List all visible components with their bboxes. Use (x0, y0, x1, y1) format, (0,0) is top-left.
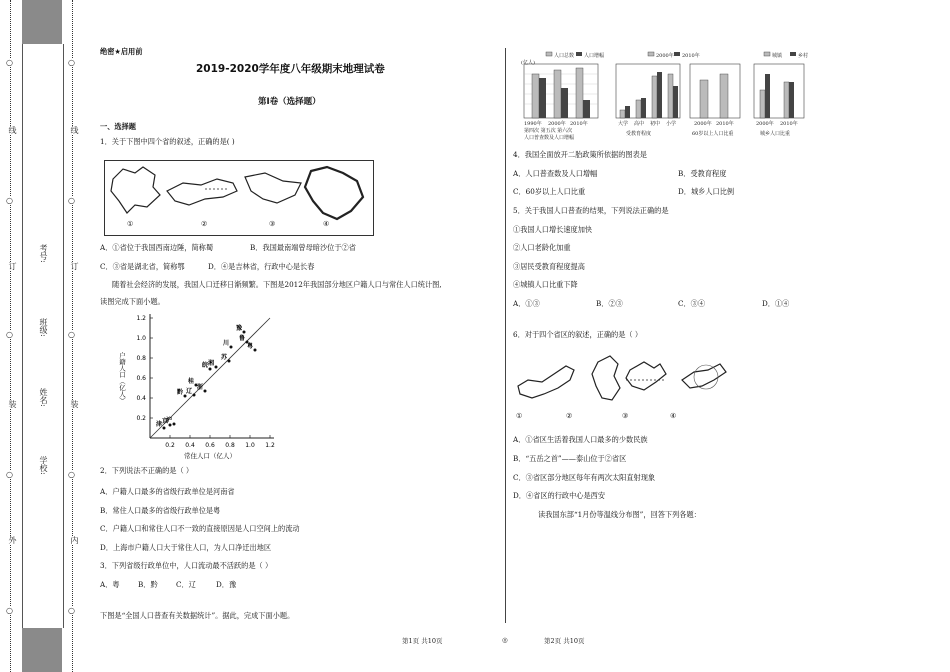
c3-x-2000: 2000年 (694, 121, 712, 127)
binding-label-2: 订 (8, 262, 17, 270)
data-point-label: 浙 (197, 384, 204, 391)
y-tick-label: 1.0 (136, 335, 146, 342)
binding-label-4: 外 (8, 536, 17, 544)
q5-item-2: ②人口老龄化加重 (513, 243, 571, 252)
secret-mark: 绝密★启用前 (100, 47, 143, 56)
intro-text-1: 随着社会经济的发展，我国人口迁移日渐频繁。下图是2012年我国部分地区户籍人口与常住人口统计图, (112, 280, 442, 289)
q5-option-b: B．②③ (596, 299, 623, 308)
c1-unit: (亿人) (521, 60, 535, 66)
inner-label-3: 装 (70, 400, 79, 408)
q6-option-b: B．“五岳之首”——泰山位于②省区 (513, 454, 627, 463)
q3-option-a: A．粤 (100, 580, 120, 589)
data-point-label: 沪 (166, 417, 173, 424)
q5-option-d: D．①④ (762, 299, 790, 308)
data-point (193, 394, 196, 397)
population-scatter-chart (112, 312, 282, 462)
q3-option-b: B．黔 (138, 580, 158, 589)
footer-page-right: 第2页 共10页 (544, 637, 585, 645)
q1-map-label-4: ④ (323, 219, 330, 228)
q3-option-d: D．豫 (216, 580, 237, 589)
y-axis-label: 户籍人口（亿人） (118, 352, 126, 404)
x-tick-label: 0.6 (205, 442, 215, 449)
data-point (173, 423, 176, 426)
data-point (230, 346, 233, 349)
q5-option-c: C．③④ (678, 299, 706, 308)
grey-block-bottom (22, 628, 62, 672)
binding-circle: ○ (6, 196, 13, 205)
q6-map-label-4: ④ (670, 411, 677, 420)
inner-circle: ○ (68, 58, 75, 67)
c2-x-middle: 初中 (650, 121, 661, 127)
y-tick-label: 0.2 (136, 415, 146, 422)
c1-x-2000: 2000年 (548, 121, 566, 127)
binding-label-1: 线 (8, 126, 17, 134)
column-divider (505, 48, 506, 623)
q5-option-a: A．①③ (513, 299, 540, 308)
q2-option-d: D．上海市户籍人口大于常住人口，为人口净迁出地区 (100, 543, 272, 552)
volume-title: 第I卷（选择题） (258, 97, 321, 107)
c4-legend-1: 城镇 (772, 53, 783, 59)
x-tick-label: 0.2 (165, 442, 175, 449)
intro-text-census: 下图是“全国人口普查有关数据统计”。据此，完成下面小题。 (100, 611, 295, 620)
data-point-label: 粤 (247, 343, 254, 350)
page-title: 2019-2020学年度八年级期末地理试卷 (196, 63, 385, 75)
field-class: 班级: (39, 318, 48, 337)
data-point-label: 辽 (186, 388, 193, 395)
data-point-label: 京 (162, 418, 169, 425)
footer-page-left: 第1页 共10页 (402, 637, 443, 645)
y-tick-label: 0.6 (136, 375, 146, 382)
inner-circle: ○ (68, 606, 75, 615)
q1-province-maps (104, 160, 374, 236)
q6-option-c: C．③省区部分地区每年有两次太阳直射现象 (513, 473, 656, 482)
x-tick-label: 1.2 (265, 442, 275, 449)
q6-option-a: A．①省区生活着我国人口最多的少数民族 (513, 435, 648, 444)
c3-x-2010: 2010年 (716, 121, 734, 127)
data-point-label: 湘 (208, 360, 215, 367)
data-point-label: 豫 (236, 325, 243, 332)
q5-item-3: ③居民受教育程度提高 (513, 262, 585, 271)
binding-circle: ○ (6, 606, 13, 615)
c1-x-2010: 2010年 (570, 121, 588, 127)
c4-legend-2: 乡村 (798, 53, 809, 59)
question-1: 1．关于下图中四个省的叙述，正确的是( ) (100, 137, 235, 146)
q1-option-d: D．④是吉林省，行政中心是长春 (208, 262, 315, 271)
q4-option-b: B．受教育程度 (678, 169, 727, 178)
q1-option-c: C．③省是湖北省，简称鄂 (100, 262, 185, 271)
q4-option-c: C．60岁以上人口比重 (513, 187, 586, 196)
data-point-label: 皖 (202, 362, 209, 369)
q6-province-maps (514, 350, 734, 412)
data-point (228, 360, 231, 363)
binding-circle: ○ (6, 330, 13, 339)
data-point-label: 川 (223, 340, 230, 347)
c2-x-highschool: 高中 (634, 121, 645, 127)
y-tick-label: 1.2 (136, 315, 146, 322)
x-tick-label: 0.8 (225, 442, 235, 449)
data-point-label: 鲁 (239, 335, 246, 342)
q5-item-1: ①我国人口增长速度加快 (513, 225, 593, 234)
grey-block-top (22, 0, 62, 44)
c3-caption: 60岁以上人口比重 (692, 131, 734, 137)
c2-legend-1: 2000年 (656, 53, 674, 59)
data-point (254, 349, 257, 352)
q3-option-c: C．辽 (176, 580, 196, 589)
binding-label-3: 装 (8, 400, 17, 408)
q2-option-c: C．户籍人口和常住人口不一致的直接原因是人口空间上的流动 (100, 524, 300, 533)
c1-x-1990: 1990年 (524, 121, 542, 127)
intro-text-3: 读我国东部“1月份等温线分布图”，回答下列各题： (538, 510, 701, 519)
inner-label-1: 线 (70, 126, 79, 134)
q1-map-label-2: ② (201, 219, 208, 228)
field-school: 学校: (39, 456, 48, 475)
data-point-label: 桂 (188, 378, 195, 385)
data-point-label: 黔 (177, 389, 184, 396)
q2-option-b: B．常住人口最多的省级行政单位是粤 (100, 506, 221, 515)
c4-caption: 城乡人口比重 (760, 131, 791, 137)
q1-map-label-3: ③ (269, 219, 276, 228)
binding-strip (0, 0, 86, 672)
question-5: 5．关于我国人口普查的结果，下列说法正确的是 (513, 206, 669, 215)
inner-circle: ○ (68, 470, 75, 479)
c1-legend-1: 人口总数 (554, 53, 575, 59)
q6-map-label-1: ① (516, 411, 523, 420)
c1-caption-1: 第四次 第五次 第六次 (524, 128, 573, 134)
q4-option-a: A．人口普查数及人口增幅 (513, 169, 598, 178)
question-2: 2．下列说法不正确的是（ ） (100, 466, 194, 475)
inner-circle: ○ (68, 196, 75, 205)
c1-caption-2: 人口普查数及人口增幅 (524, 135, 575, 141)
q2-option-a: A．户籍人口最多的省级行政单位是河南省 (100, 487, 235, 496)
c4-x-2010: 2010年 (780, 121, 798, 127)
q1-map-label-1: ① (127, 219, 134, 228)
inner-label-4: 内 (70, 536, 79, 544)
x-axis-label: 常住人口（亿人） (184, 452, 236, 460)
data-point (209, 368, 212, 371)
q5-item-4: ④城镇人口比重下降 (513, 280, 578, 289)
question-4: 4．我国全面放开二胎政策所依据的图表是 (513, 150, 647, 159)
data-point (243, 331, 246, 334)
binding-circle: ○ (6, 58, 13, 67)
c1-legend-2: 人口增幅 (584, 53, 605, 59)
q6-map-label-2: ② (566, 411, 573, 420)
data-point-label: 津 (156, 421, 163, 428)
inner-label-2: 订 (70, 262, 79, 270)
data-point-label: 苏 (221, 354, 228, 361)
intro-text-2: 读图完成下面小题。 (100, 297, 165, 306)
q1-option-a: A．①省位于我国西南边陲，简称蜀 (100, 243, 214, 252)
q1-option-b: B．我国最南端曾母暗沙位于②省 (250, 243, 356, 252)
field-exam-number: 考号: (39, 244, 48, 263)
q6-option-d: D．④省区的行政中心是西安 (513, 491, 606, 500)
question-6: 6．对于四个省区的叙述，正确的是（ ） (513, 330, 643, 339)
footer-center-mark: ◎ (502, 636, 508, 644)
c2-x-primary: 小学 (666, 121, 677, 127)
inner-circle: ○ (68, 330, 75, 339)
data-point (215, 366, 218, 369)
data-point (204, 390, 207, 393)
section-heading: 一、选择题 (100, 122, 136, 131)
q4-option-d: D．城乡人口比例 (678, 187, 735, 196)
y-tick-label: 0.4 (136, 395, 146, 402)
data-point (163, 427, 166, 430)
x-tick-label: 0.4 (185, 442, 195, 449)
question-3: 3．下列省级行政单位中，人口流动最不活跃的是（ ） (100, 561, 273, 570)
q1-maps-svg (105, 161, 373, 235)
c2-legend-2: 2010年 (682, 53, 700, 59)
c4-x-2000: 2000年 (756, 121, 774, 127)
c2-x-college: 大学 (618, 121, 629, 127)
binding-circle: ○ (6, 470, 13, 479)
q6-map-label-3: ③ (622, 411, 629, 420)
c2-caption: 受教育程度 (626, 131, 652, 137)
y-tick-label: 0.8 (136, 355, 146, 362)
x-tick-label: 1.0 (245, 442, 255, 449)
field-name: 姓名: (39, 388, 48, 407)
